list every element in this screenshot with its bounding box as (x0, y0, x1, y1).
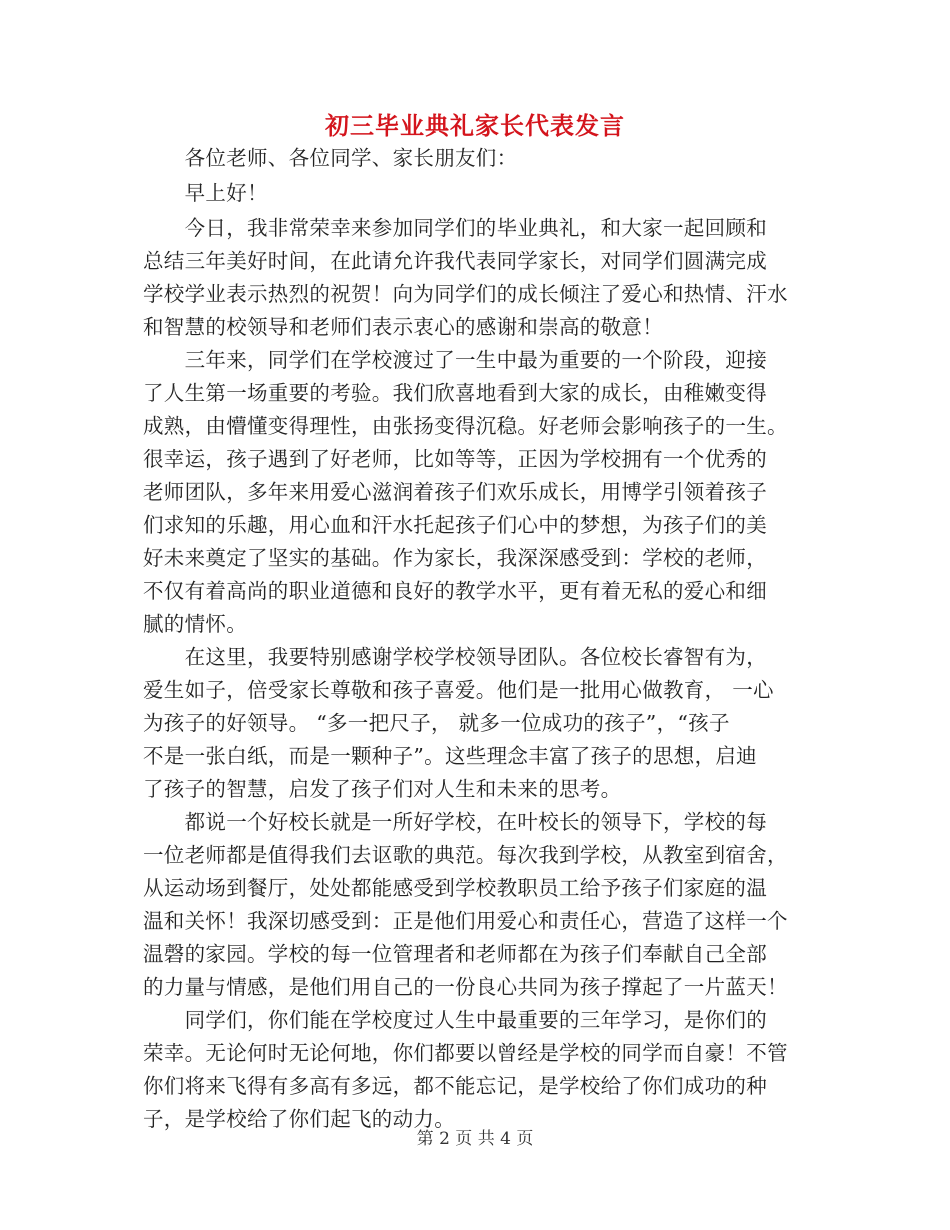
text-line: 腻的情怀。 (143, 612, 247, 636)
text-line: 在这里，我要特别感谢学校学校领导团队。各位校长睿智有为， (143, 645, 767, 669)
text-line: 为孩子的好领导。 “多一把尺子， 就多一位成功的孩子”，“孩子 (143, 711, 730, 735)
text-line: 老师团队，多年来用爱心滋润着孩子们欢乐成长，用博学引领着孩子 (143, 480, 767, 504)
text-line: 荣幸。无论何时无论何地，你们都要以曾经是学校的同学而自豪！不管 (143, 1041, 788, 1065)
text-line: 很幸运，孩子遇到了好老师，比如等等，正因为学校拥有一个优秀的 (143, 447, 767, 471)
text-line: 从运动场到餐厅，处处都能感受到学校教职员工给予孩子们家庭的温 (143, 876, 767, 900)
text-line: 各位老师、各位同学、家长朋友们： (143, 146, 518, 170)
text-line: 三年来，同学们在学校渡过了一生中最为重要的一个阶段，迎接 (143, 348, 767, 372)
text-line: 总结三年美好时间，在此请允许我代表同学家长，对同学们圆满完成 (143, 249, 767, 273)
text-line: 的力量与情感，是他们用自己的一份良心共同为孩子撑起了一片蓝天！ (143, 975, 788, 999)
text-line: 了孩子的智慧，启发了孩子们对人生和未来的思考。 (143, 777, 622, 801)
text-line: 早上好！ (143, 181, 268, 205)
text-line: 温磬的家园。学校的每一位管理者和老师都在为孩子们奉献自己全部 (143, 942, 767, 966)
text-line: 好未来奠定了坚实的基础。作为家长，我深深感受到：学校的老师， (143, 546, 767, 570)
text-line: 和智慧的校领导和老师们表示衷心的感谢和崇高的敬意！ (143, 315, 663, 339)
text-line: 今日，我非常荣幸来参加同学们的毕业典礼，和大家一起回顾和 (143, 216, 767, 240)
text-line: 温和关怀！我深切感受到：正是他们用爱心和责任心，营造了这样一个 (143, 909, 788, 933)
text-line: 一位老师都是值得我们去讴歌的典范。每次我到学校，从教室到宿舍， (143, 843, 788, 867)
text-line: 成熟，由懵懂变得理性，由张扬变得沉稳。好老师会影响孩子的一生。 (143, 414, 788, 438)
text-line: 了人生第一场重要的考验。我们欣喜地看到大家的成长，由稚嫩变得 (143, 381, 767, 405)
text-line: 子，是学校给了你们起飞的动力。 (143, 1107, 455, 1131)
text-line: 都说一个好校长就是一所好学校，在叶校长的领导下，学校的每 (143, 810, 767, 834)
text-line: 们求知的乐趣，用心血和汗水托起孩子们心中的梦想，为孩子们的美 (143, 513, 767, 537)
page-title: 初三毕业典礼家长代表发言 (325, 111, 625, 140)
text-line: 你们将来飞得有多高有多远，都不能忘记，是学校给了你们成功的种 (143, 1074, 767, 1098)
page-number-footer: 第 2 页 共 4 页 (416, 1129, 534, 1149)
text-line: 不是一张白纸，而是一颗种子”。这些理念丰富了孩子的思想，启迪 (143, 744, 757, 768)
text-line: 爱生如子，倍受家长尊敬和孩子喜爱。他们是一批用心做教育， 一心 (143, 678, 774, 702)
text-line: 同学们，你们能在学校度过人生中最重要的三年学习，是你们的 (143, 1008, 767, 1032)
text-line: 不仅有着高尚的职业道德和良好的教学水平，更有着无私的爱心和细 (143, 579, 767, 603)
text-line: 学校学业表示热烈的祝贺！向为同学们的成长倾注了爱心和热情、汗水 (143, 282, 788, 306)
